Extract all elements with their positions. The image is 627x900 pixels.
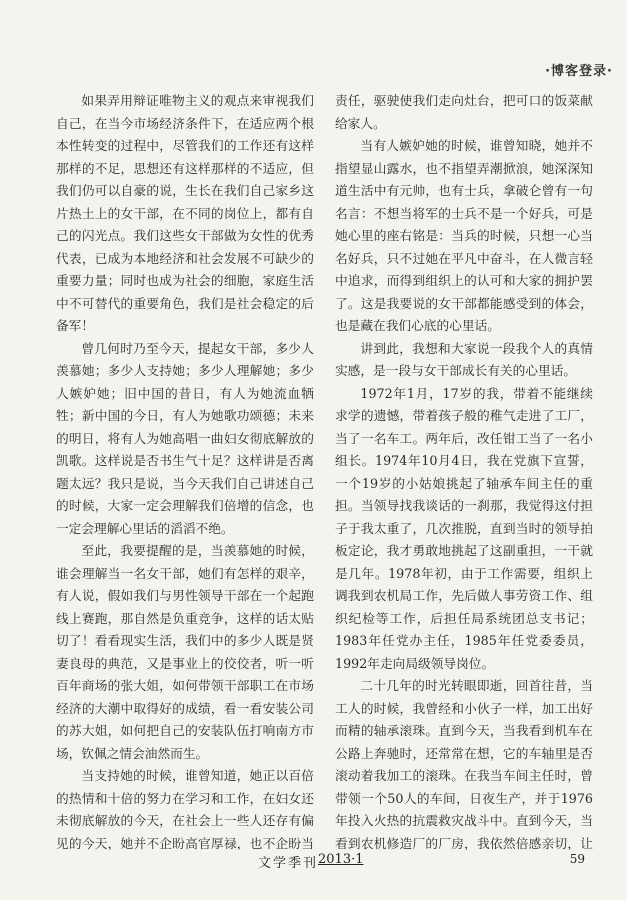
paragraph: 责任，驱驶使我们走向灶台，把可口的饭菜献给家人。 [335, 93, 593, 131]
paragraph: 曾几何时乃至今天，提起女干部，多少人羡慕她；多少人支持她；多少人理解她；多少人嫉妒她；旧中国的昔日，有人为她流血牺牲；新中国的今日，有人为她歌功颂德；未来的明日，将有人为她高唱一曲妇女彻底解放的凯歌。这样说是否书生气十足？这样讲是否离题太远？我只是说，当今天我们自己讲述自己的时候，大家一定会理解我们倍增的信念，也一定会理解心里话的滔滔不绝。 [56, 340, 314, 536]
page-number: 59 [569, 852, 585, 866]
paragraph: 二十几年的时光转眼即逝，回首往昔，当工人的时候，我曾经和小伙子一样，加工出好而精的轴承滚珠。直到今天，当我看到机车在公路上奔驰时，还常常在想，它的车轴里是否滚动着我加工的滚珠。在我当车间主任时，曾带领一个50人的车间，日夜生产，并于1976年投入火热的抗震救灾战斗中。直到今天，当看到农机修造厂的厂房，我依然倍感亲切，让 [335, 678, 593, 850]
paragraph: 1972年1月，17岁的我，带着不能继续求学的遗憾，带着孩子般的稚气走进了工厂，当了一名车工。两年后，改任钳工当了一名小组长。1974年10月4日，我在党旗下宣誓，一个19岁的小姑娘挑起了轴承车间主任的重担。当领导找我谈话的一刹那，我觉得这付担子于我太重了，几次推脱，直到当时的领导拍板定论，我才勇敢地挑起了这副重担，一干就是几年。1978年初，由于工作需要，组织上调我到农机局工作，先后做人事劳资工作、组织纪检等工作，后担任局系统团总支书记；1983年任党办主任，1985年任党委委员，1992年走向局级领导岗位。 [335, 385, 593, 671]
right-text-column [335, 90, 593, 850]
paragraph: 当有人嫉妒她的时候，谁曾知晓，她并不指望显山露水，也不指望弄潮掀浪，她深深知道生活中有元帅，也有士兵，拿破仑曾有一句名言：不想当将军的士兵不是一个好兵，可是她心里的座右铭是：当兵的时候，只想一心当名好兵，只不过她在平凡中奋斗，在人微言轻中追求，而得到组织上的认可和大家的拥护罢了。这是我要说的女干部都能感受到的体会，也是藏在我们心底的心里话。 [335, 138, 593, 333]
journal-name: 文学季刊 [258, 856, 319, 871]
paragraph: 当支持她的时候，谁曾知道，她正以百倍的热情和十倍的努力在学习和工作，在妇女还未彻底解放的今天，在社会上一些人还存有偏见的今天，她并不企盼高官厚禄，也不企盼当 [56, 768, 314, 850]
page-footer [0, 852, 627, 882]
paragraph: 至此，我要提醒的是，当羡慕她的时候，谁会理解当一名女干部，她们有怎样的艰辛，有人说，假如我们与男性领导干部在一个起跑线上赛跑，那自然是负重竞争，这样的话太贴切了！看看现实生活，我们中的多少人既是贤妻良母的典范，又是事业上的佼佼者，听一听百年商场的张大姐，如何带领干部职工在市场经济的大潮中取得好的成绩，看一看安装公司的苏大姐，如何把自己的安装队伍打响南方市场，钦佩之情会油然而生。 [56, 543, 314, 761]
paragraph: 如果弄用辩证唯物主义的观点来审视我们自己，在当今市场经济条件下，在适应两个根本性转变的过程中，尽管我们的工作还有这样那样的不足，思想还有这样那样的不适应，但我们仍可以自豪的说，生长在我们自己家乡这片热土上的女干部，在不同的岗位上，都有自己的闪光点。我们这些女干部做为女性的优秀代表，已成为本地经济和社会发展不可缺少的重要力量；同时也成为社会的细胞，家庭生活中不可替代的重要角色，我们是社会稳定的后备军！ [56, 93, 314, 333]
left-text-column [56, 90, 314, 850]
blog-login-tag[interactable]: ·博客登录· [545, 64, 613, 79]
issue-number: 2013·1 [318, 852, 364, 867]
paragraph: 讲到此，我想和大家说一段我个人的真情实感，是一段与女干部成长有关的心里话。 [335, 340, 593, 378]
